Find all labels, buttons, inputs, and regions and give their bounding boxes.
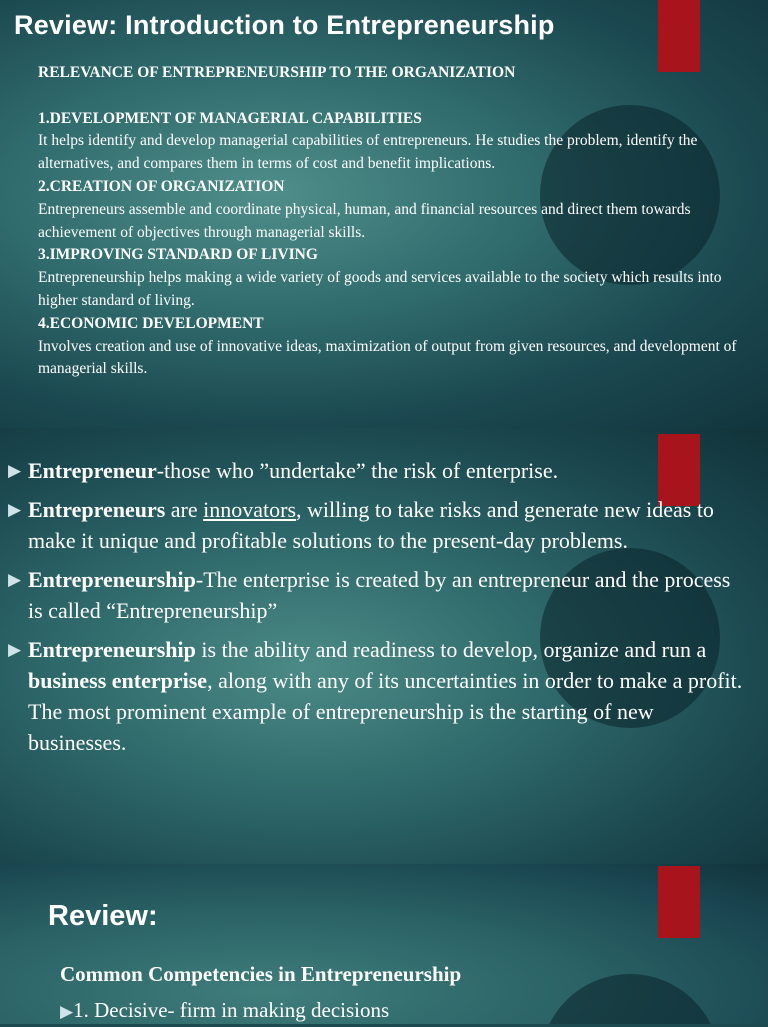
subsection-title: 1.DEVELOPMENT OF MANAGERIAL CAPABILITIES xyxy=(38,109,422,127)
triangle-right-icon: ▶ xyxy=(8,570,22,589)
competency-item xyxy=(60,996,389,1027)
subsection-title: 4.ECONOMIC DEVELOPMENT xyxy=(38,314,264,332)
bullet-term: Entrepreneur xyxy=(28,458,157,483)
competency-text: 1. Decisive- firm in making decisions xyxy=(73,998,390,1022)
bullet-term: Entrepreneurship xyxy=(28,567,196,592)
slide-subtitle: Common Competencies in Entrepreneurship xyxy=(60,962,462,986)
subsection-title: 2.CREATION OF ORGANIZATION xyxy=(38,177,285,195)
bullet-list xyxy=(8,455,748,766)
decorative-circle xyxy=(540,974,720,1024)
underlined-term: innovators xyxy=(203,497,297,522)
section-heading: RELEVANCE OF ENTREPRENEURSHIP TO THE ORGANIZATION xyxy=(38,64,516,81)
bullet-item xyxy=(8,455,748,486)
subsection-text: It helps identify and develop managerial capabilities of entrepreneurs. He studies the problem, identify the alternatives, and compares them in terms of cost and benefit implications. xyxy=(38,132,698,173)
bullet-term-2: business enterprise xyxy=(28,668,208,693)
bullet-item xyxy=(8,494,748,556)
subsection-text: Entrepreneurship helps making a wide variety of goods and services available to the society which results into higher standard of living. xyxy=(38,269,722,309)
bullet-item xyxy=(8,564,748,626)
slide-body xyxy=(38,62,750,381)
subsection-text: Involves creation and use of innovative ideas, maximization of output from given resources, and development of managerial skills. xyxy=(38,337,737,378)
bullet-text: -The enterprise is created by an entrepreneur and the process is called “Entrepreneurship” xyxy=(28,567,731,623)
triangle-right-icon: ▶ xyxy=(8,461,22,480)
bullet-text: -those who ”undertake” the risk of enterprise. xyxy=(156,458,559,483)
red-accent-bar xyxy=(658,866,700,938)
slide-title: Review: Introduction to Entrepreneurship xyxy=(14,10,555,40)
triangle-right-icon: ▶ xyxy=(8,640,22,659)
bullet-item xyxy=(8,634,748,758)
triangle-right-icon: ▶ xyxy=(60,1002,74,1021)
slide-title: Review: xyxy=(48,900,158,932)
subsection-text: Entrepreneurs assemble and coordinate physical, human, and financial resources and direct them towards achievement of objectives through managerial skills. xyxy=(38,200,691,241)
bullet-text: , along with any of its uncertainties in order to make a profit. The most prominent example of entrepreneurship is the starting of new businesses. xyxy=(28,668,743,755)
bullet-text: is the ability and readiness to develop, organize and run a xyxy=(195,637,707,662)
bullet-term: Entrepreneurship xyxy=(28,637,196,662)
bullet-text: are xyxy=(165,497,204,522)
bullet-term: Entrepreneurs xyxy=(28,497,166,522)
triangle-right-icon: ▶ xyxy=(8,500,22,519)
bullet-text: , willing to take risks and generate new ideas to make it unique and profitable solutions to the present-day problems. xyxy=(28,497,714,553)
subsection-title: 3.IMPROVING STANDARD OF LIVING xyxy=(38,246,318,264)
